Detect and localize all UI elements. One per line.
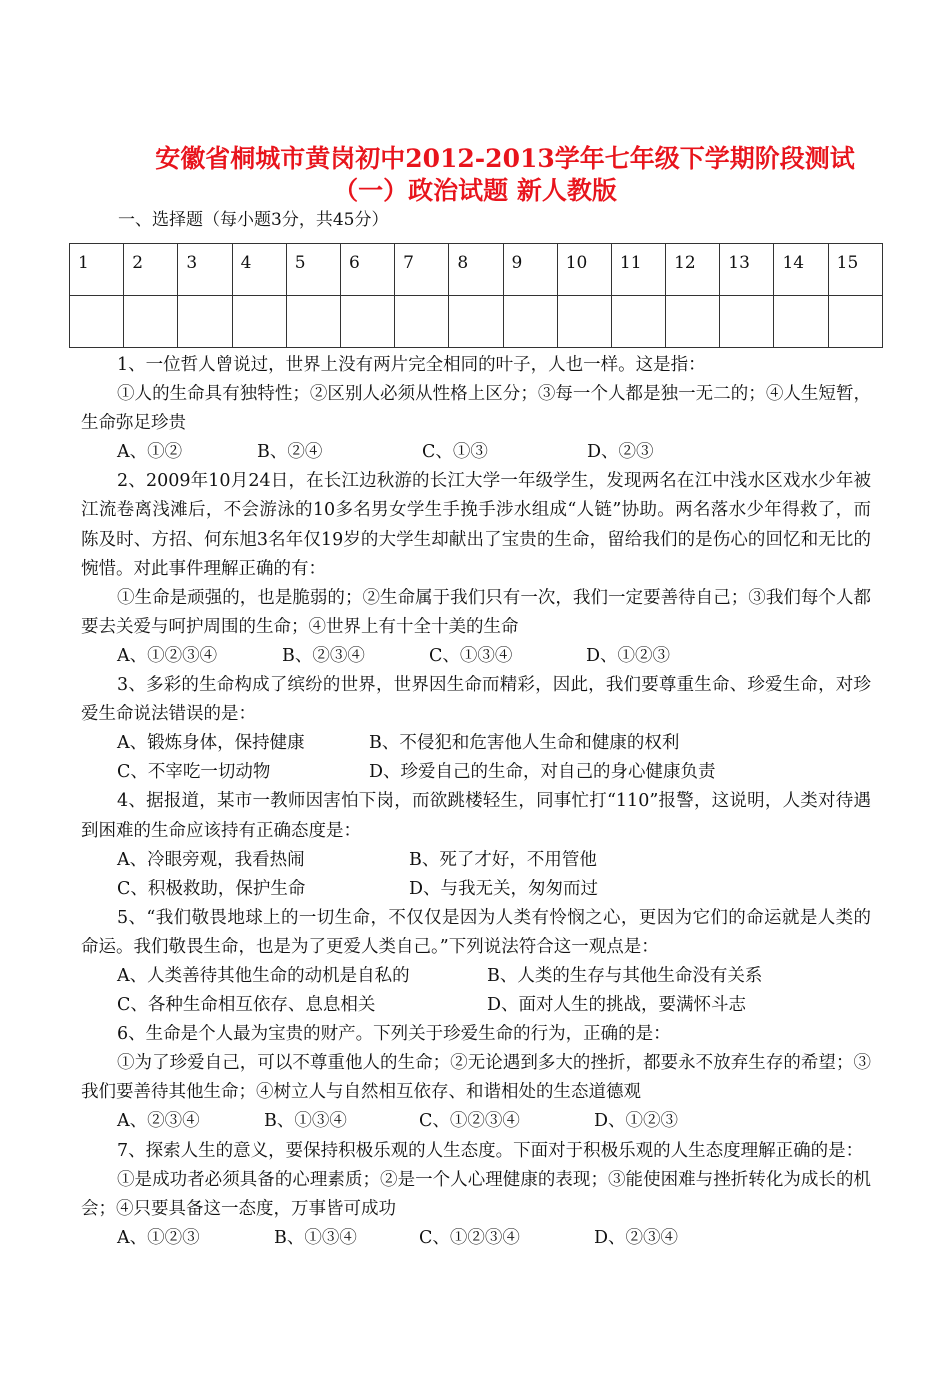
question-number-cell: 7 [395,244,449,296]
questions-body [81,351,871,1253]
question-number-cell: 2 [124,244,178,296]
question-options [81,642,871,671]
question-number-cell: 3 [178,244,232,296]
option[interactable]: D、①②③ [586,645,671,666]
question-number-cell: 4 [232,244,286,296]
answer-cell[interactable] [611,296,665,348]
answer-cell[interactable] [666,296,720,348]
question-options [81,729,871,758]
option[interactable]: C、①②③④ [419,1111,520,1132]
answer-table-header-row [70,244,883,296]
option[interactable]: C、积极救助，保护生命 [117,878,306,899]
question-stem: 5、“我们敬畏地球上的一切生命，不仅仅是因为人类有怜悯之心，更因为它们的命运就是人类的命运。我们敬畏生命，也是为了更爱人类自己。”下列说法符合这一观点是： [81,907,871,957]
option[interactable]: B、①③④ [264,1111,347,1132]
option[interactable]: C、①③④ [429,645,513,666]
option[interactable]: D、①②③ [594,1111,679,1132]
question-stem: 6、生命是个人最为宝贵的财产。下列关于珍爱生命的行为，正确的是： [117,1024,671,1045]
option[interactable]: D、与我无关，匆匆而过 [409,878,599,899]
option[interactable]: B、①③④ [274,1227,357,1248]
option[interactable]: B、②④ [257,442,323,463]
question-number-cell: 1 [70,244,124,296]
option[interactable]: A、①②③ [117,1227,200,1248]
option[interactable]: A、①② [117,442,183,463]
question-stem: 4、据报道，某市一教师因害怕下岗，而欲跳楼轻生，同事忙打“110”报警，这说明，人类对待遇到困难的生命应该持有正确态度是： [81,791,871,841]
option[interactable]: D、②③ [587,442,654,463]
page-title-line2: （一）政治试题 新人教版 [333,176,617,205]
question-number-cell: 15 [828,244,882,296]
question-stem: 3、多彩的生命构成了缤纷的世界，世界因生命而精彩，因此，我们要尊重生命、珍爱生命，对珍爱生命说法错误的是： [81,675,871,725]
question-statements: ①是成功者必须具备的心理素质；②是一个人心理健康的表现；③能使困难与挫折转化为成长的机会；④只要具备这一态度，万事皆可成功 [81,1169,871,1219]
option[interactable]: D、面对人生的挑战，要满怀斗志 [487,995,747,1016]
question-options [81,962,871,991]
question-number-cell: 8 [449,244,503,296]
question-options [81,1107,871,1136]
question-statements: ①生命是顽强的，也是脆弱的；②生命属于我们只有一次，我们一定要善待自己；③我们每个人都要去关爱与呵护周围的生命；④世界上有十全十美的生命 [81,587,871,637]
page-title-line1: 安徽省桐城市黄岗初中2012-2013学年七年级下学期阶段测试 [155,144,855,173]
option[interactable]: C、①②③④ [419,1227,520,1248]
question-number-cell: 14 [774,244,828,296]
option[interactable]: C、不宰吃一切动物 [117,762,271,783]
question-number-cell: 6 [340,244,394,296]
answer-cell[interactable] [774,296,828,348]
option[interactable]: A、冷眼旁观，我看热闹 [117,849,305,870]
answer-cell[interactable] [70,296,124,348]
question-number-cell: 11 [611,244,665,296]
question-stem: 1、一位哲人曾说过，世界上没有两片完全相同的叶子，人也一样。这是指： [117,355,706,375]
answer-cell[interactable] [395,296,449,348]
question-number-cell: 9 [503,244,557,296]
question-options [81,1224,871,1253]
option[interactable]: C、①③ [422,442,488,463]
question-options [81,438,871,467]
answer-cell[interactable] [124,296,178,348]
option[interactable]: B、不侵犯和危害他人生命和健康的权利 [369,733,680,754]
question-number-cell: 12 [666,244,720,296]
option[interactable]: B、死了才好，不用管他 [409,849,597,870]
answer-cell[interactable] [720,296,774,348]
section-heading: 一、选择题（每小题3分，共45分） [118,210,389,230]
question-options [81,991,871,1020]
question-stem: 7、探索人生的意义，要保持积极乐观的人生态度。下面对于积极乐观的人生态度理解正确的是： [117,1140,864,1161]
answer-cell[interactable] [503,296,557,348]
question-options [81,758,871,787]
option[interactable]: D、珍爱自己的生命，对自己的身心健康负责 [369,762,716,783]
option[interactable]: D、②③④ [594,1227,679,1248]
question-options [81,846,871,875]
answer-cell[interactable] [828,296,882,348]
option[interactable]: A、锻炼身体，保持健康 [117,733,305,754]
question-options [81,875,871,904]
option[interactable]: C、各种生命相互依存、息息相关 [117,995,376,1016]
answer-cell[interactable] [286,296,340,348]
question-number-cell: 10 [557,244,611,296]
question-number-cell: 13 [720,244,774,296]
answer-table-answer-row [70,296,883,348]
option[interactable]: B、人类的生存与其他生命没有关系 [487,965,763,986]
answer-cell[interactable] [449,296,503,348]
answer-table [69,243,883,348]
option[interactable]: A、人类善待其他生命的动机是自私的 [117,965,410,986]
option[interactable]: A、①②③④ [117,645,218,666]
option[interactable]: B、②③④ [282,645,365,666]
answer-cell[interactable] [178,296,232,348]
question-statements: ①为了珍爱自己，可以不尊重他人的生命；②无论遇到多大的挫折，都要永不放弃生存的希望；③我们要善待其他生命；④树立人与自然相互依存、和谐相处的生态道德观 [81,1053,871,1103]
answer-cell[interactable] [340,296,394,348]
question-statements: ①人的生命具有独特性；②区别人必须从性格上区分；③每一个人都是独一无二的；④人生短暂，生命弥足珍贵 [81,384,871,434]
answer-cell[interactable] [232,296,286,348]
question-number-cell: 5 [286,244,340,296]
option[interactable]: A、②③④ [117,1111,200,1132]
question-stem: 2、2009年10月24日，在长江边秋游的长江大学一年级学生，发现两名在江中浅水区戏水少年被江流卷离浅滩后，不会游泳的10多名男女学生手挽手涉水组成“人链”协助。两名落水少年得救了，而陈及时、方招、何东旭3名年仅19岁的大学生却献出了宝贵的生命，留给我们的是伤心的回忆和无比的惋惜。对此事件理解正确的有： [81,471,871,579]
answer-cell[interactable] [557,296,611,348]
